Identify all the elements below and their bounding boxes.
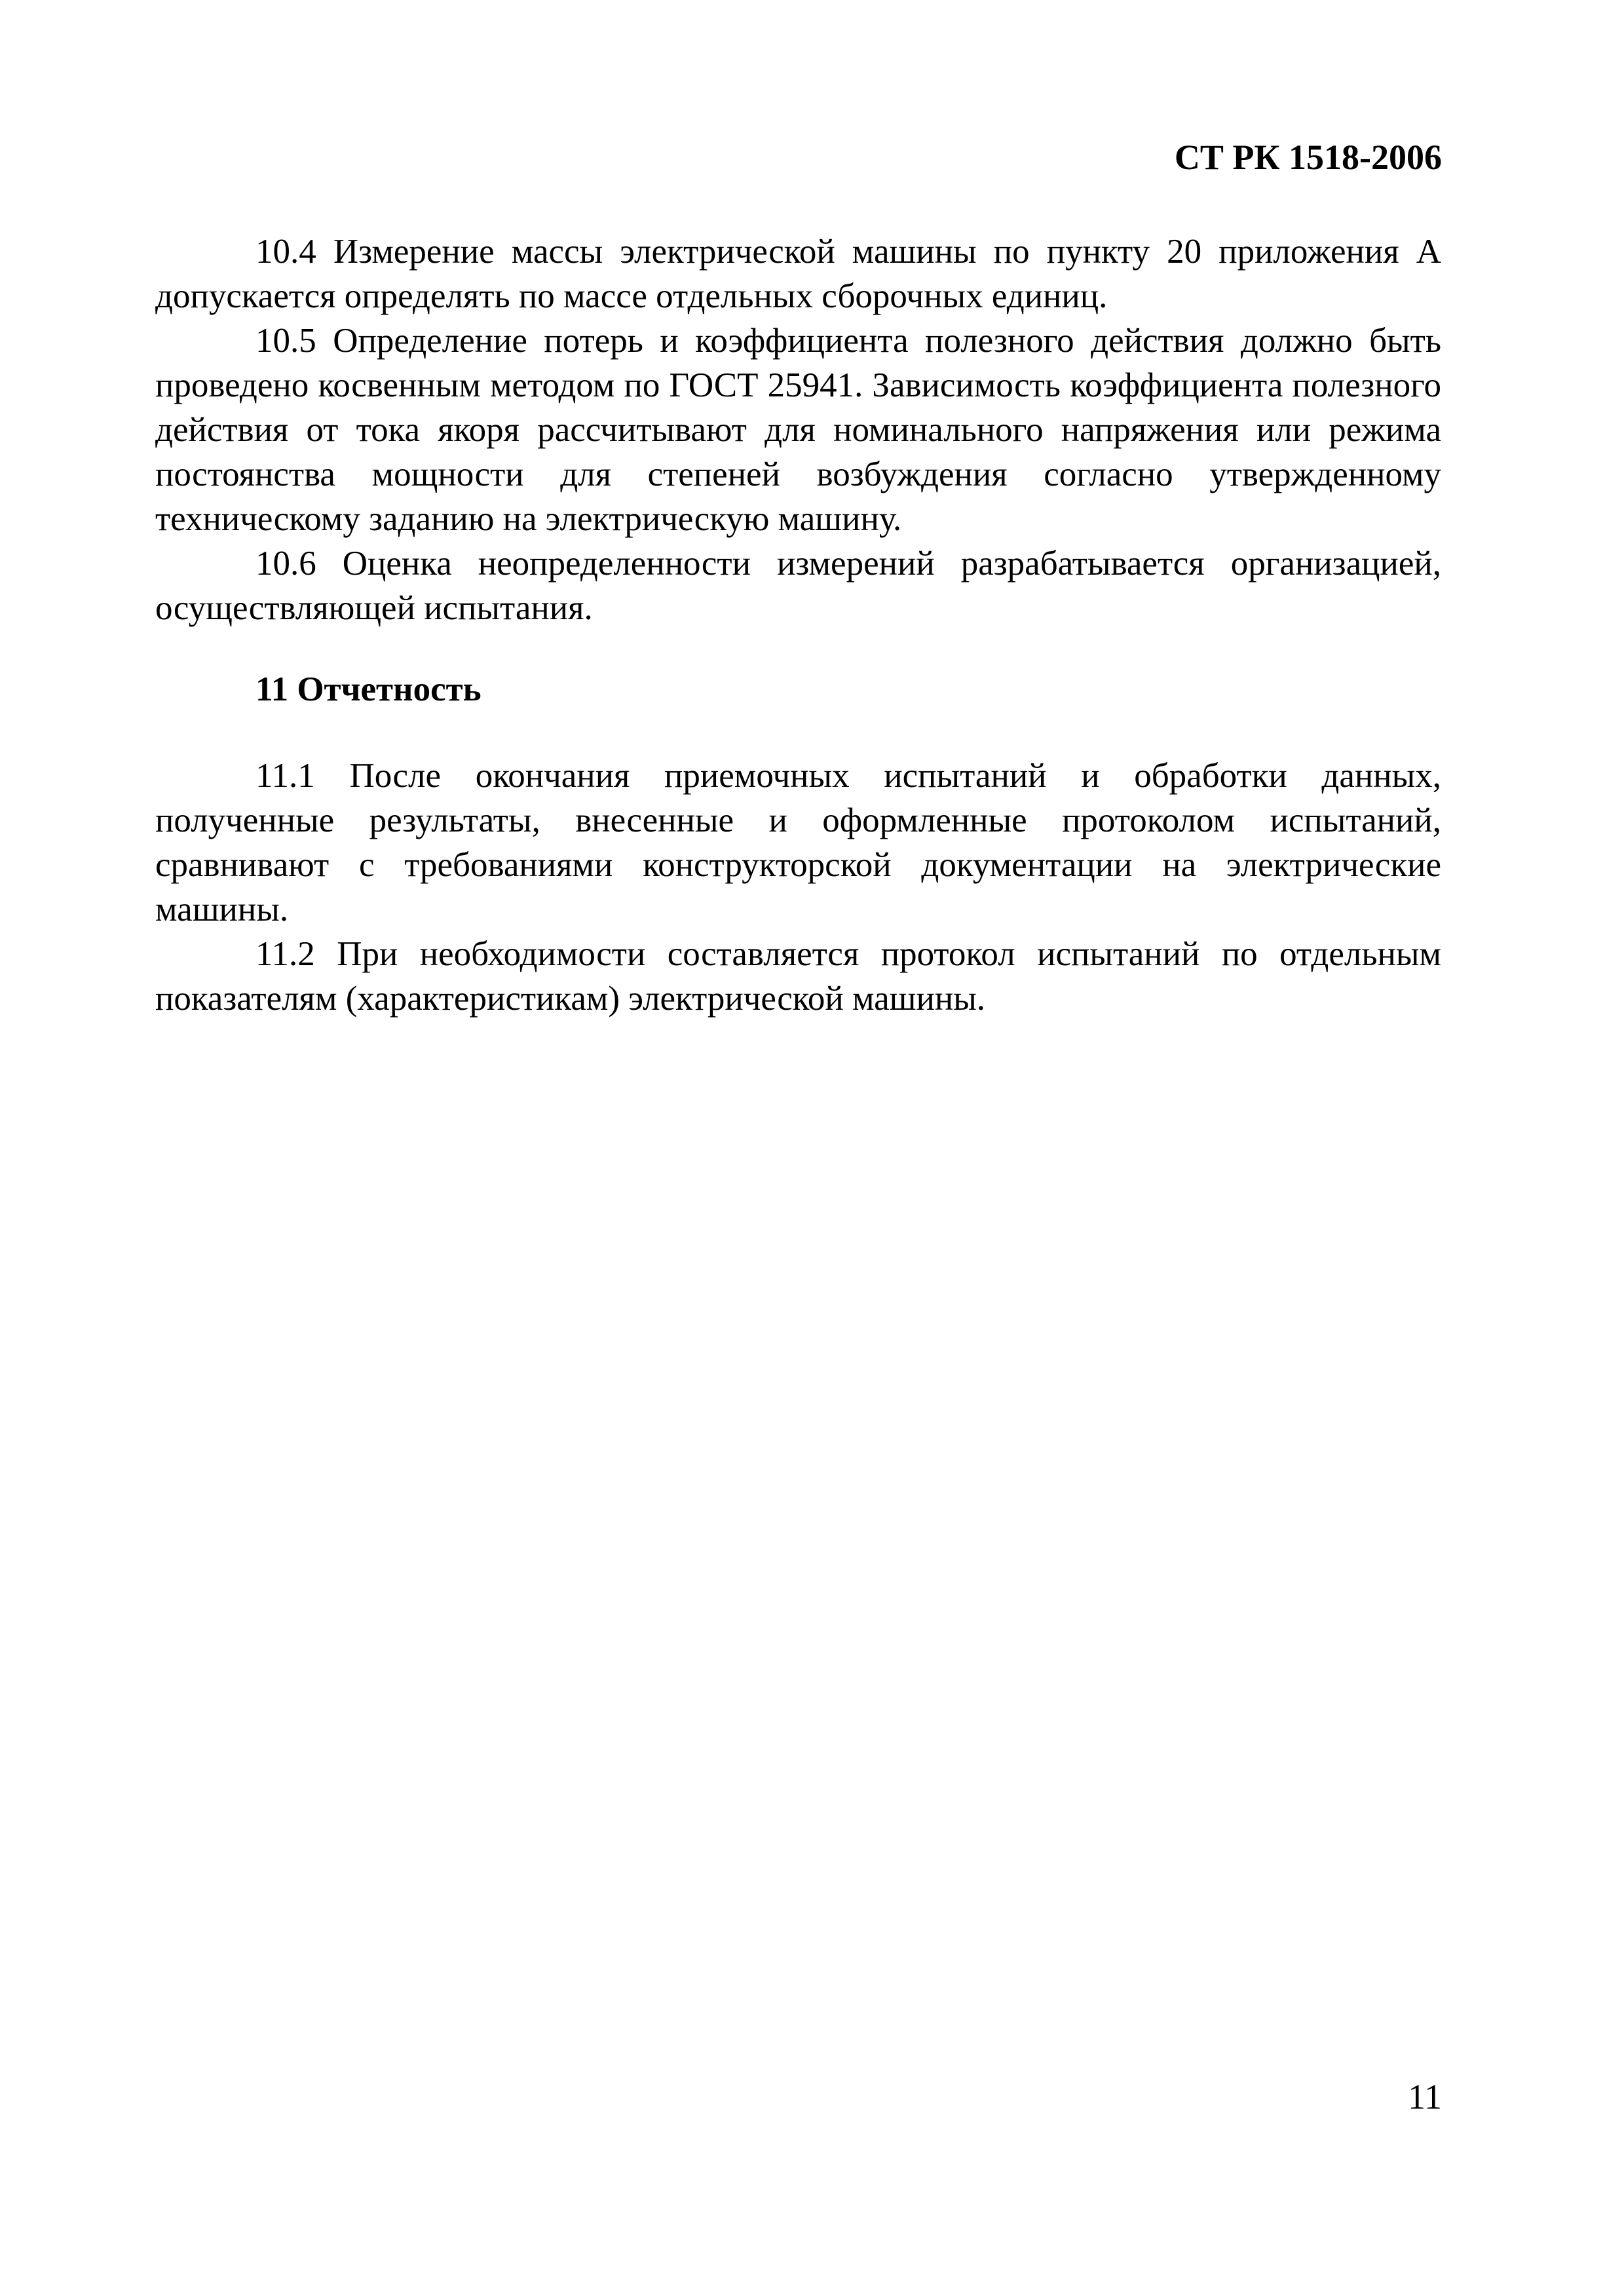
page-number: 11 [1408,2077,1442,2116]
text-block-section-10 [155,229,1441,630]
paragraph-10-4: 10.4 Измерение массы электрической машины по пункту 20 приложения А допускается определять по массе отдельных сборочных единиц. [155,233,1441,315]
text-block-section-11 [155,754,1441,1021]
section-heading: 11 Отчетность [255,670,482,708]
paragraph-11-1: 11.1 После окончания приемочных испытаний и обработки данных, полученные результаты, внесенные и оформленные протоколом испытаний, сравнивают с требованиями конструкторской документации на электрические машины. [155,757,1441,928]
document-code: СТ РК 1518-2006 [1174,138,1442,177]
paragraph-11-2: 11.2 При необходимости составляется протокол испытаний по отдельным показателям (характеристикам) электрической машины. [155,935,1441,1018]
paragraph-10-6: 10.6 Оценка неопределенности измерений разрабатывается организацией, осуществляющей испытания. [155,545,1441,627]
paragraph-10-5: 10.5 Определение потерь и коэффициента полезного действия должно быть проведено косвенным методом по ГОСТ 25941. Зависимость коэффициента полезного действия от тока якоря рассчитывают для номинального напряжения или режима постоянства мощности для степеней возбуждения согласно утвержденному техническому заданию на электрическую машину. [155,322,1441,538]
